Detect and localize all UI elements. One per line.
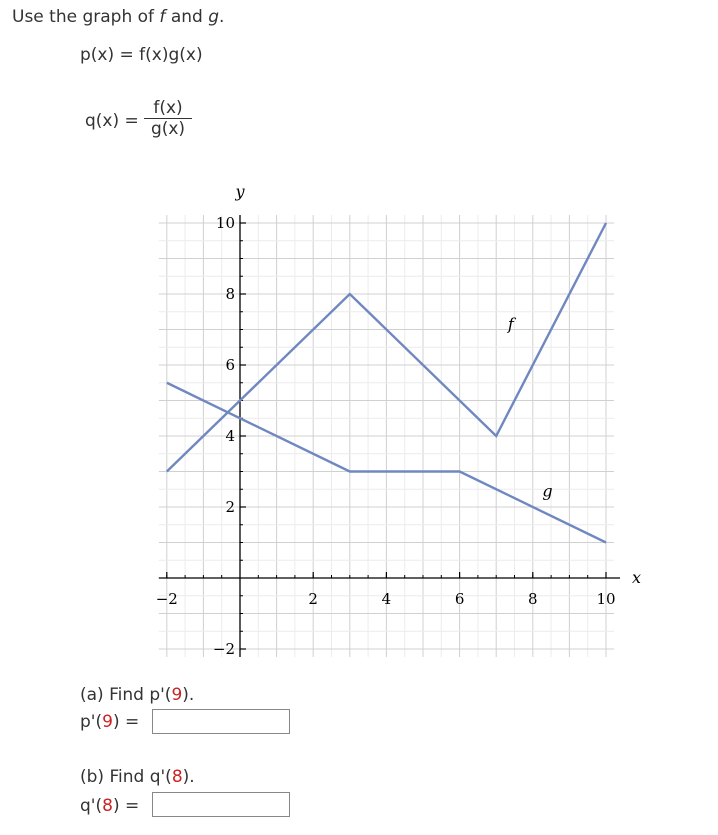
series-label-g: g — [542, 481, 553, 501]
part-a-ans-post: ) = — [112, 712, 140, 732]
x-tick-label: 10 — [596, 590, 616, 608]
x-tick-label: 8 — [528, 590, 538, 608]
q-numerator: f(x) — [153, 98, 183, 118]
part-b-fn: q' — [149, 767, 166, 787]
g-symbol: g — [208, 7, 220, 27]
part-b-answer-label — [80, 796, 139, 816]
part-b-ans-pre: q'( — [80, 796, 103, 816]
x-tick-label: 2 — [308, 590, 318, 608]
part-a-prefix: (a) Find — [80, 685, 150, 705]
part-b-open: ( — [165, 767, 172, 787]
instructions-end: . — [219, 7, 225, 27]
part-b-prefix: (b) Find — [80, 767, 150, 787]
part-b-prompt — [80, 767, 195, 787]
labels — [156, 182, 641, 658]
part-b-arg: 8 — [171, 767, 183, 787]
x-tick-label: 4 — [381, 590, 392, 608]
part-a-answer-input[interactable] — [152, 709, 290, 734]
part-a-fn: p' — [149, 685, 165, 705]
x-axis-label: x — [632, 568, 642, 587]
instructions-and: and — [165, 7, 209, 27]
x-tick-label: 6 — [454, 590, 465, 608]
instructions-prefix: Use the graph of — [12, 7, 160, 27]
y-tick-label: 2 — [225, 498, 235, 516]
part-b-ans-post: ) = — [112, 796, 140, 816]
y-tick-label: 4 — [225, 427, 235, 445]
x-tick-label: −2 — [155, 590, 178, 608]
y-tick-label: −2 — [212, 640, 235, 658]
q-denominator: g(x) — [150, 119, 186, 139]
p-rhs: f(x)g(x) — [139, 45, 203, 65]
part-a-ans-pre: p'( — [80, 712, 103, 732]
y-tick-label: 6 — [225, 356, 235, 374]
part-b-answer-input[interactable] — [152, 792, 290, 817]
part-a-prompt — [80, 685, 194, 705]
part-a-ans-arg: 9 — [102, 712, 113, 732]
part-a-arg: 9 — [171, 685, 183, 705]
part-a-close: ). — [182, 685, 195, 705]
series-label-f: f — [507, 314, 514, 334]
part-b-ans-arg: 8 — [102, 796, 113, 816]
part-a-open: ( — [164, 685, 172, 705]
f-symbol: f — [159, 7, 166, 27]
part-a-answer-label — [80, 712, 139, 732]
y-axis-label: y — [235, 182, 245, 201]
p-lhs: p(x) = — [80, 45, 140, 65]
part-b-close: ). — [182, 767, 195, 787]
q-lhs: q(x) = — [85, 111, 139, 131]
y-tick-label: 10 — [215, 214, 235, 232]
y-tick-label: 8 — [225, 285, 235, 303]
